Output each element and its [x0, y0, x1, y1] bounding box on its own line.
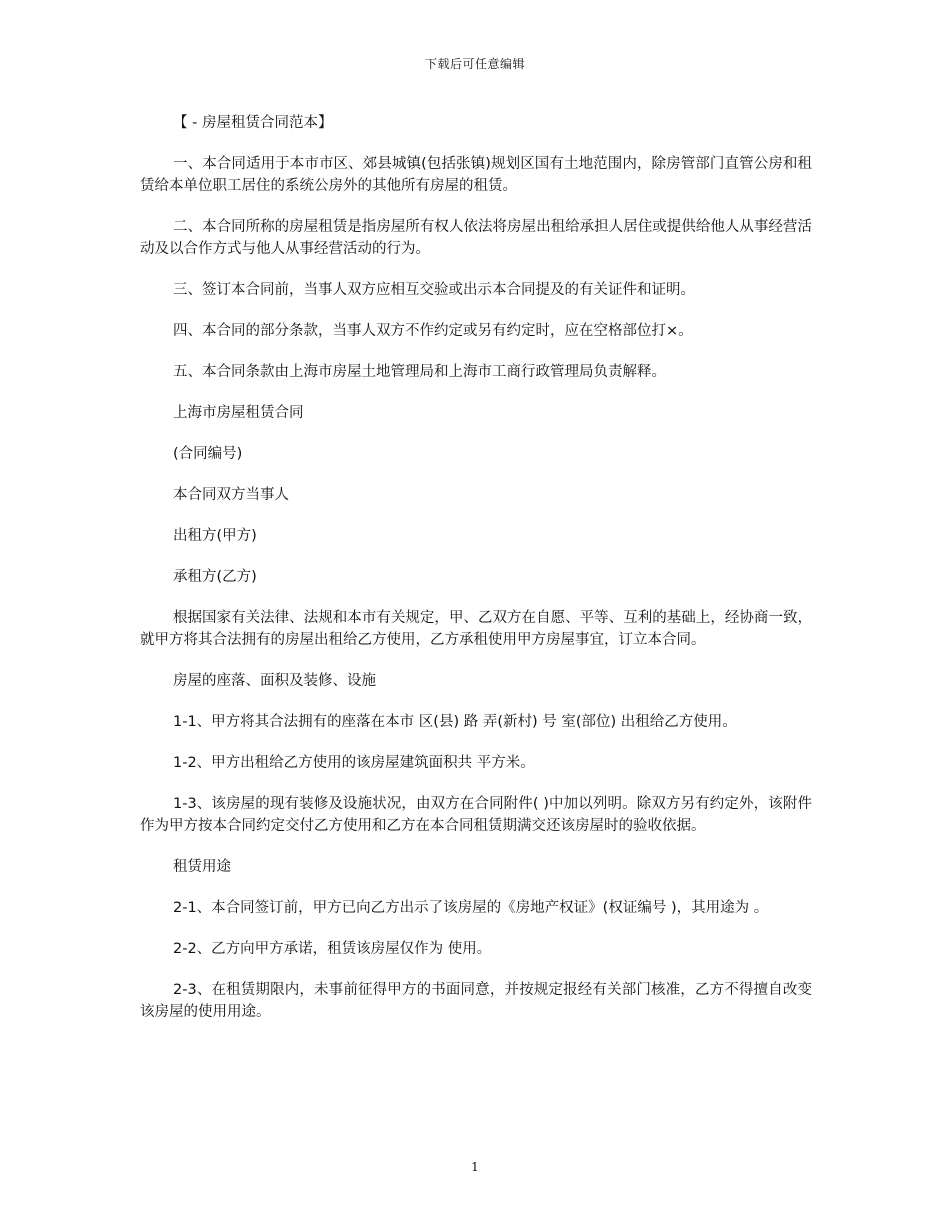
preamble-paragraph: 根据国家有关法律、法规和本市有关规定，甲、乙双方在自愿、平等、互利的基础上，经协商一致，就甲方将其合法拥有的房屋出租给乙方使用，乙方承租使用甲方房屋事宜，订立本合同。: [140, 610, 812, 648]
paragraph-clause-3: 三、签订本合同前，当事人双方应相互交验或出示本合同提及的有关证件和证明。: [173, 282, 695, 298]
article-1-2: 1-2、甲方出租给乙方使用的该房屋建筑面积共 平方米。: [173, 755, 535, 771]
article-2-2: 2-2、乙方向甲方承诺，租赁该房屋仅作为 使用。: [173, 941, 492, 957]
page-header: 下载后可任意编辑: [424, 57, 525, 71]
document-title: 【 - 房屋租赁合同范本】: [173, 115, 333, 131]
paragraph-clause-2: 二、本合同所称的房屋租赁是指房屋所有权人依法将房屋出租给承担人居住或提供给他人从事经营活动及以合作方式与他人从事经营活动的行为。: [140, 219, 812, 257]
contract-title: 上海市房屋租赁合同: [173, 405, 304, 421]
lessee-line: 承租方(乙方): [173, 569, 257, 585]
paragraph-clause-1: 一、本合同适用于本市市区、郊县城镇(包括张镇)规划区国有土地范围内，除房管部门直管公房和租赁给本单位职工居住的系统公房外的其他所有房屋的租赁。: [140, 156, 812, 194]
article-2-1: 2-1、本合同签订前，甲方已向乙方出示了该房屋的《房地产权证》(权证编号 )，其用途为 。: [173, 900, 769, 916]
article-1-1: 1-1、甲方将其合法拥有的座落在本市 区(县) 路 弄(新村) 号 室(部位) 出租给乙方使用。: [173, 714, 737, 730]
contract-number: (合同编号): [173, 446, 243, 462]
section-heading-usage: 租赁用途: [173, 859, 231, 875]
paragraph-clause-5: 五、本合同条款由上海市房屋土地管理局和上海市工商行政管理局负责解释。: [173, 364, 666, 380]
document-body: [140, 112, 812, 1042]
lessor-line: 出租方(甲方): [173, 528, 257, 544]
article-2-3: 2-3、在租赁期限内，未事前征得甲方的书面同意，并按规定报经有关部门核准，乙方不得擅自改变该房屋的使用用途。: [140, 982, 812, 1020]
page-number: 1: [471, 1160, 479, 1174]
paragraph-clause-4: 四、本合同的部分条款，当事人双方不作约定或另有约定时，应在空格部位打×。: [173, 323, 693, 339]
section-heading-property: 房屋的座落、面积及装修、设施: [173, 673, 376, 689]
parties-heading: 本合同双方当事人: [173, 487, 289, 503]
article-1-3: 1-3、该房屋的现有装修及设施状况，由双方在合同附件( )中加以列明。除双方另有约定外，该附件作为甲方按本合同约定交付乙方使用和乙方在本合同租赁期满交还该房屋时的验收依据。: [140, 796, 812, 834]
